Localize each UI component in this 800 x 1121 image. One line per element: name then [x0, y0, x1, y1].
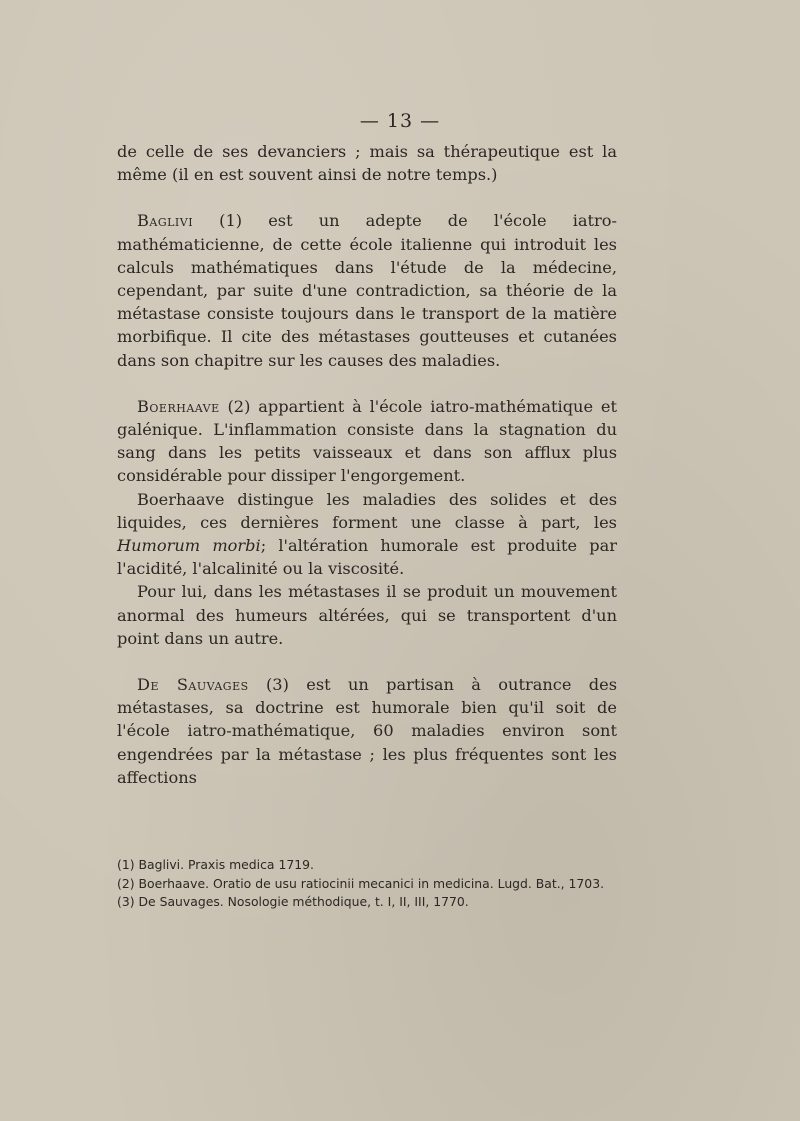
page-number: — 13 — [359, 110, 441, 132]
footnote: (1) Baglivi. Praxis medica 1719. [117, 857, 314, 872]
paragraph [117, 395, 617, 488]
paragraph-text: ; l'altération humorale est produite par l'acidité, l'alcalinité ou la viscosité. [117, 536, 617, 579]
body-text [117, 140, 617, 789]
paragraph [117, 673, 617, 789]
footnote: (3) De Sauvages. Nosologie méthodique, t. I, II, III, 1770. [117, 894, 469, 909]
paragraph-text: (1) est un adepte de l'école iatro-mathématicienne, de cette école italienne qui introduit les calculs mathématiques dans l'étude de la médecine, cependant, par suite d'une contradiction, sa théorie de la métastase consiste toujours dans le transport de la matière morbifique. Il cite des métastases goutteuses et cutanées dans son chapitre sur les causes des maladies. [117, 211, 617, 370]
author-name: Boerhaave [137, 396, 220, 416]
paragraph: Pour lui, dans les métastases il se produit un mouvement anormal des humeurs altérées, qui se transportent d'un point dans un autre. [117, 582, 617, 648]
paragraph [117, 488, 617, 581]
paragraph: de celle de ses devanciers ; mais sa thérapeutique est la même (il en est souvent ainsi de notre temps.) [117, 142, 617, 185]
italic-term: Humorum morbi [117, 536, 261, 556]
paragraph-text: (3) est un partisan à outrance des métastases, sa doctrine est humorale bien qu'il soit de l'école iatro-mathématique, 60 maladies environ sont engendrées par la métastase ; les plus fréquentes sont les affections [117, 675, 617, 787]
author-name: Baglivi [137, 211, 194, 231]
paragraph [117, 209, 617, 371]
paragraph-text: Boerhaave distingue les maladies des solides et des liquides, ces dernières forment une classe à part, les [117, 489, 617, 532]
footnotes [117, 856, 622, 912]
paragraph-text: (2) appartient à l'école iatro-mathématique et galénique. L'inflammation consiste dans la stagnation du sang dans les petits vaisseaux et dans son afflux plus considérable pour dissiper l'engorgement. [117, 396, 617, 486]
footnote: (2) Boerhaave. Oratio de usu ratiocinii mecanici in medicina. Lugd. Bat., 1703. [117, 875, 605, 891]
author-name: De Sauvages [137, 675, 249, 695]
